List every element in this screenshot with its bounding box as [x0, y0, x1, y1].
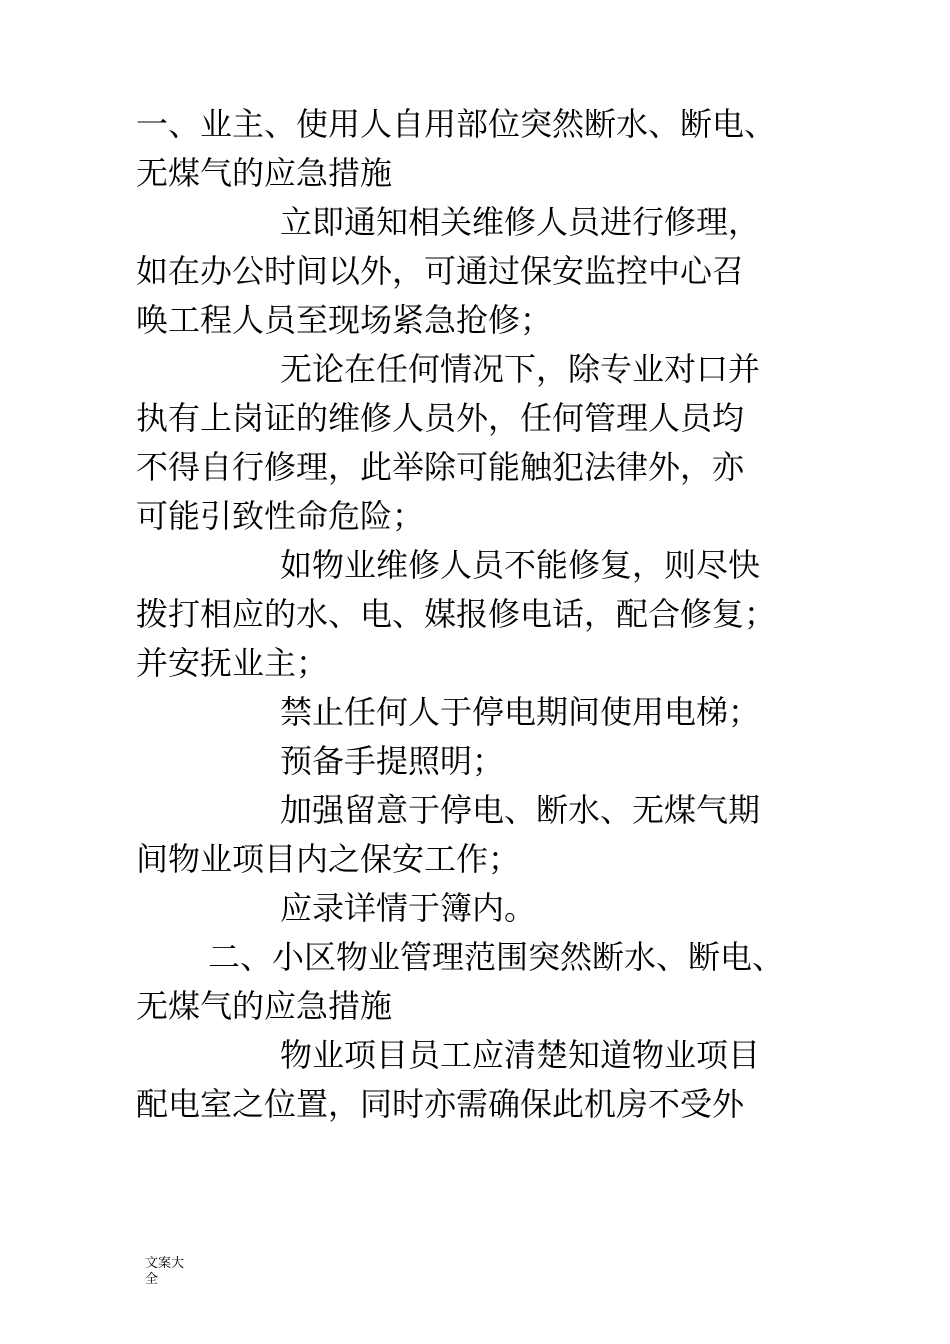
section-heading-2-cont: 无煤气的应急措施 — [136, 987, 393, 1025]
paragraph-line: 预备手提照明； — [280, 742, 505, 780]
paragraph-line: 拨打相应的水、电、媒报修电话，配合修复； — [136, 595, 777, 633]
section-heading-1: 一、业主、使用人自用部位突然断水、断电、 — [136, 105, 777, 143]
paragraph-line: 如在办公时间以外，可通过保安监控中心召 — [136, 252, 745, 290]
section-heading-1-cont: 无煤气的应急措施 — [136, 154, 393, 192]
section-heading-2: 二、小区物业管理范围突然断水、断电、 — [208, 938, 785, 976]
paragraph-line: 并安抚业主； — [136, 644, 329, 682]
paragraph-line: 可能引致性命危险； — [136, 497, 425, 535]
document-body — [136, 100, 836, 1129]
paragraph-line: 立即通知相关维修人员进行修理， — [280, 203, 761, 241]
paragraph-line: 禁止任何人于停电期间使用电梯； — [280, 693, 761, 731]
paragraph-line: 如物业维修人员不能修复，则尽快 — [280, 546, 761, 584]
paragraph-line: 配电室之位置，同时亦需确保此机房不受外 — [136, 1085, 745, 1123]
paragraph-line: 应录详情于簿内。 — [280, 889, 537, 927]
paragraph-line: 间物业项目内之保安工作； — [136, 840, 521, 878]
footer-text-line-1: 文案大 — [145, 1256, 185, 1271]
page-footer — [145, 1256, 205, 1288]
paragraph-line: 物业项目员工应清楚知道物业项目 — [280, 1036, 761, 1074]
footer-text-line-2: 全 — [145, 1272, 159, 1287]
paragraph-line: 加强留意于停电、断水、无煤气期 — [280, 791, 761, 829]
paragraph-line: 无论在任何情况下，除专业对口并 — [280, 350, 761, 388]
paragraph-line: 不得自行修理，此举除可能触犯法律外，亦 — [136, 448, 745, 486]
paragraph-line: 执有上岗证的维修人员外，任何管理人员均 — [136, 399, 745, 437]
paragraph-line: 唤工程人员至现场紧急抢修； — [136, 301, 553, 339]
